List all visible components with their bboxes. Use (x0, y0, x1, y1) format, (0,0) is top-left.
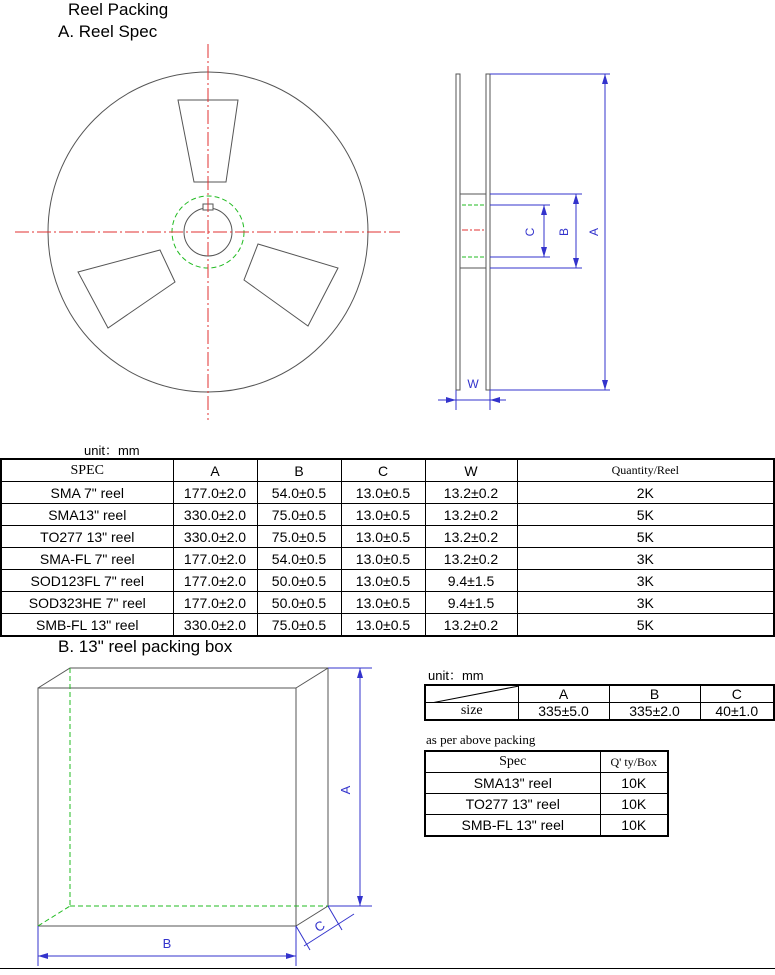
col-header-c: C (700, 685, 774, 703)
box-size-table (424, 684, 775, 721)
cell-spec: TO277 13" reel (1, 526, 173, 548)
table-row (425, 815, 668, 837)
cell-b: 75.0±0.5 (257, 526, 341, 548)
box-front-face (38, 688, 296, 926)
table-row (1, 570, 774, 592)
box-hidden-edge-depth (38, 906, 70, 926)
col-header-w: W (425, 459, 517, 482)
cell-w: 13.2±0.2 (425, 504, 517, 526)
cell-b: 54.0±0.5 (257, 548, 341, 570)
section-a-title: A. Reel Spec (58, 22, 158, 41)
cell-quantity: 5K (517, 614, 774, 637)
col-header-c: C (341, 459, 425, 482)
box-dim-label-a: A (338, 785, 353, 795)
cell-a: 330.0±2.0 (173, 526, 257, 548)
cell-spec: SMA-FL 7" reel (1, 548, 173, 570)
box-dim-label-c: C (311, 917, 328, 936)
cell-a: 177.0±2.0 (173, 482, 257, 504)
diagonal-corner-cell (425, 685, 518, 703)
cell-b: 50.0±0.5 (257, 592, 341, 614)
cell-b: 335±2.0 (609, 703, 700, 721)
cell-w: 13.2±0.2 (425, 482, 517, 504)
cell-quantity: 5K (517, 526, 774, 548)
col-header-quantity: Quantity/Reel (517, 459, 774, 482)
cell-a: 177.0±2.0 (173, 592, 257, 614)
col-header-a: A (518, 685, 609, 703)
cell-w: 13.2±0.2 (425, 526, 517, 548)
cell-b: 75.0±0.5 (257, 614, 341, 637)
table-row (1, 548, 774, 570)
cell-c: 13.0±0.5 (341, 614, 425, 637)
dim-label-b: B (557, 227, 571, 237)
table-row (425, 794, 668, 815)
table-row (1, 526, 774, 548)
cell-c: 13.0±0.5 (341, 504, 425, 526)
cell-b: 50.0±0.5 (257, 570, 341, 592)
cell-c: 13.0±0.5 (341, 548, 425, 570)
box-table-unit: unit：mm (428, 668, 484, 683)
cell-w: 9.4±1.5 (425, 592, 517, 614)
cell-spec: TO277 13" reel (425, 794, 600, 815)
col-header-a: A (173, 459, 257, 482)
cell-spec: SOD123FL 7" reel (1, 570, 173, 592)
table-row (1, 504, 774, 526)
cell-quantity: 3K (517, 548, 774, 570)
reel-spec-table (0, 458, 775, 637)
box-dimension-line-c (304, 914, 354, 946)
box-drawing (0, 660, 420, 972)
table-row (425, 773, 668, 794)
cell-spec: SMA 7" reel (1, 482, 173, 504)
cell-spec: SMB-FL 13" reel (425, 815, 600, 837)
cell-w: 9.4±1.5 (425, 570, 517, 592)
table-header-row (1, 459, 774, 482)
cell-b: 54.0±0.5 (257, 482, 341, 504)
box-top-face (38, 668, 328, 688)
cell-a: 330.0±2.0 (173, 504, 257, 526)
row-label-size: size (425, 703, 518, 721)
cell-c: 13.0±0.5 (341, 526, 425, 548)
reel-window-left (78, 250, 175, 328)
reel-front-view (0, 36, 420, 436)
dim-label-c: C (523, 227, 537, 237)
dim-label-a: A (587, 227, 601, 237)
cell-w: 13.2±0.2 (425, 614, 517, 637)
cell-qty: 10K (600, 794, 668, 815)
reel-flange-left (456, 74, 460, 390)
reel-window-right (244, 244, 338, 326)
table-row (1, 592, 774, 614)
reel-flange-right (486, 74, 490, 390)
reel-side-view (430, 60, 620, 415)
section-b-title: B. 13" reel packing box (58, 637, 233, 656)
table-row (1, 482, 774, 504)
cell-a: 177.0±2.0 (173, 548, 257, 570)
cell-spec: SMA13" reel (425, 773, 600, 794)
cell-c: 13.0±0.5 (341, 482, 425, 504)
as-per-note: as per above packing (426, 732, 536, 747)
box-right-face (296, 668, 328, 926)
cell-quantity: 5K (517, 504, 774, 526)
cell-qty: 10K (600, 773, 668, 794)
bottom-divider (0, 968, 775, 969)
page-title: Reel Packing (68, 0, 169, 19)
cell-spec: SOD323HE 7" reel (1, 592, 173, 614)
col-header-b: B (257, 459, 341, 482)
cell-spec: SMB-FL 13" reel (1, 614, 173, 637)
cell-c: 40±1.0 (700, 703, 774, 721)
reel-table-unit: unit：mm (84, 443, 140, 458)
cell-quantity: 2K (517, 482, 774, 504)
table-row (425, 703, 774, 721)
cell-w: 13.2±0.2 (425, 548, 517, 570)
cell-a: 330.0±2.0 (173, 614, 257, 637)
cell-quantity: 3K (517, 592, 774, 614)
cell-c: 13.0±0.5 (341, 592, 425, 614)
cell-quantity: 3K (517, 570, 774, 592)
dim-label-w: W (467, 377, 479, 391)
table-header-row (425, 685, 774, 703)
qty-per-box-table (424, 750, 669, 837)
cell-c: 13.0±0.5 (341, 570, 425, 592)
cell-spec: SMA13" reel (1, 504, 173, 526)
col-header-qty-box: Q' ty/Box (600, 751, 668, 773)
col-header-spec: SPEC (1, 459, 173, 482)
col-header-spec: Spec (425, 751, 600, 773)
col-header-b: B (609, 685, 700, 703)
cell-b: 75.0±0.5 (257, 504, 341, 526)
table-header-row (425, 751, 668, 773)
table-row (1, 614, 774, 637)
cell-qty: 10K (600, 815, 668, 837)
cell-a: 335±5.0 (518, 703, 609, 721)
cell-a: 177.0±2.0 (173, 570, 257, 592)
box-dim-label-b: B (162, 936, 172, 951)
